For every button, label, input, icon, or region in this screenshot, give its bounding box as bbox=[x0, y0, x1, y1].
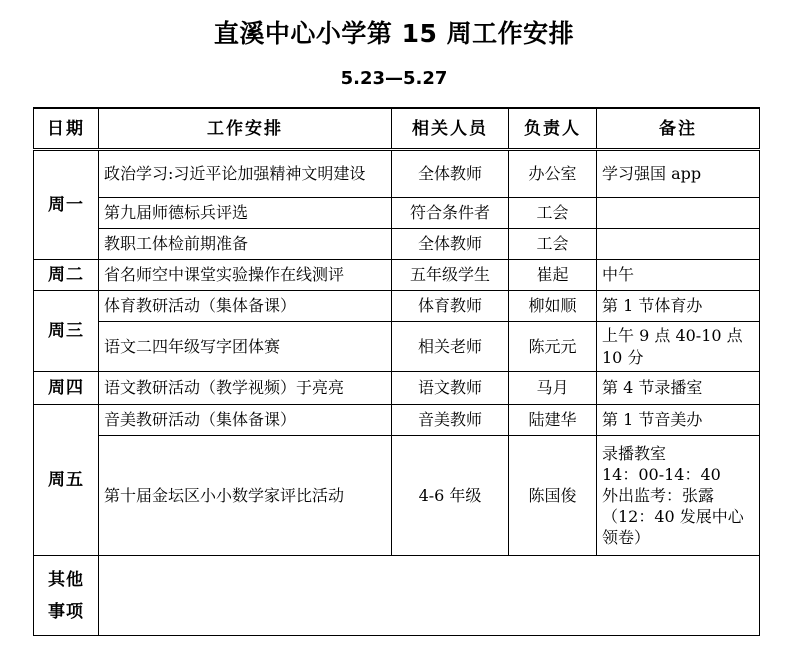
header-date: 日期 bbox=[34, 108, 99, 150]
day-thursday: 周四 bbox=[34, 372, 99, 405]
date-range: 5.23—5.27 bbox=[340, 68, 448, 89]
work-cell: 第九届师德标兵评选 bbox=[99, 198, 392, 229]
notes-line: 领卷） bbox=[602, 528, 651, 547]
table-row bbox=[34, 150, 760, 198]
table-row bbox=[34, 291, 760, 322]
people-cell: 符合条件者 bbox=[392, 198, 509, 229]
table-row bbox=[34, 436, 760, 556]
table-row bbox=[34, 229, 760, 260]
header-row bbox=[34, 108, 760, 150]
people-cell: 五年级学生 bbox=[392, 260, 509, 291]
table-row bbox=[34, 260, 760, 291]
notes-line: 录播教室 bbox=[602, 444, 667, 463]
other-content-cell bbox=[99, 556, 760, 636]
other-label-line2: 事项 bbox=[48, 601, 84, 622]
notes-cell: 学习强国 app bbox=[597, 150, 760, 198]
people-cell: 全体教师 bbox=[392, 150, 509, 198]
work-cell: 体育教研活动（集体备课） bbox=[99, 291, 392, 322]
work-cell: 音美教研活动（集体备课） bbox=[99, 405, 392, 436]
header-work: 工作安排 bbox=[99, 108, 392, 150]
owner-cell: 陈国俊 bbox=[509, 436, 597, 556]
day-monday: 周一 bbox=[34, 150, 99, 260]
people-cell: 体育教师 bbox=[392, 291, 509, 322]
notes-cell: 第 1 节音美办 bbox=[597, 405, 760, 436]
day-other bbox=[34, 556, 99, 636]
owner-cell: 陆建华 bbox=[509, 405, 597, 436]
schedule-table bbox=[33, 107, 760, 636]
header-notes: 备注 bbox=[597, 108, 760, 150]
people-cell: 音美教师 bbox=[392, 405, 509, 436]
owner-cell: 马月 bbox=[509, 372, 597, 405]
work-cell: 语文二四年级写字团体赛 bbox=[99, 322, 392, 372]
owner-cell: 办公室 bbox=[509, 150, 597, 198]
owner-cell: 工会 bbox=[509, 229, 597, 260]
owner-cell: 柳如顺 bbox=[509, 291, 597, 322]
table-row bbox=[34, 322, 760, 372]
notes-line: （12：40 发展中心 bbox=[602, 507, 744, 526]
day-friday: 周五 bbox=[34, 405, 99, 556]
notes-cell: 第 4 节录播室 bbox=[597, 372, 760, 405]
page-title: 直溪中心小学第 15 周工作安排 bbox=[213, 19, 575, 48]
notes-cell: 中午 bbox=[597, 260, 760, 291]
table-row bbox=[34, 556, 760, 636]
work-cell: 语文教研活动（教学视频）于亮亮 bbox=[99, 372, 392, 405]
work-cell: 省名师空中课堂实验操作在线测评 bbox=[99, 260, 392, 291]
notes-cell bbox=[597, 436, 760, 556]
people-cell: 4-6 年级 bbox=[392, 436, 509, 556]
table-row bbox=[34, 198, 760, 229]
table-row bbox=[34, 372, 760, 405]
notes-cell: 上午 9 点 40-10 点 10 分 bbox=[597, 322, 760, 372]
owner-cell: 崔起 bbox=[509, 260, 597, 291]
notes-cell bbox=[597, 229, 760, 260]
notes-line: 14：00-14：40 bbox=[602, 465, 721, 484]
owner-cell: 陈元元 bbox=[509, 322, 597, 372]
day-wednesday: 周三 bbox=[34, 291, 99, 372]
work-cell: 第十届金坛区小小数学家评比活动 bbox=[99, 436, 392, 556]
notes-cell: 第 1 节体育办 bbox=[597, 291, 760, 322]
table-row bbox=[34, 405, 760, 436]
notes-line: 外出监考：张露 bbox=[602, 486, 715, 505]
people-cell: 全体教师 bbox=[392, 229, 509, 260]
notes-cell bbox=[597, 198, 760, 229]
other-label-line1: 其他 bbox=[48, 569, 84, 590]
work-cell: 教职工体检前期准备 bbox=[99, 229, 392, 260]
owner-cell: 工会 bbox=[509, 198, 597, 229]
people-cell: 语文教师 bbox=[392, 372, 509, 405]
header-owner: 负责人 bbox=[509, 108, 597, 150]
header-people: 相关人员 bbox=[392, 108, 509, 150]
work-cell: 政治学习:习近平论加强精神文明建设 bbox=[99, 150, 392, 198]
people-cell: 相关老师 bbox=[392, 322, 509, 372]
day-tuesday: 周二 bbox=[34, 260, 99, 291]
